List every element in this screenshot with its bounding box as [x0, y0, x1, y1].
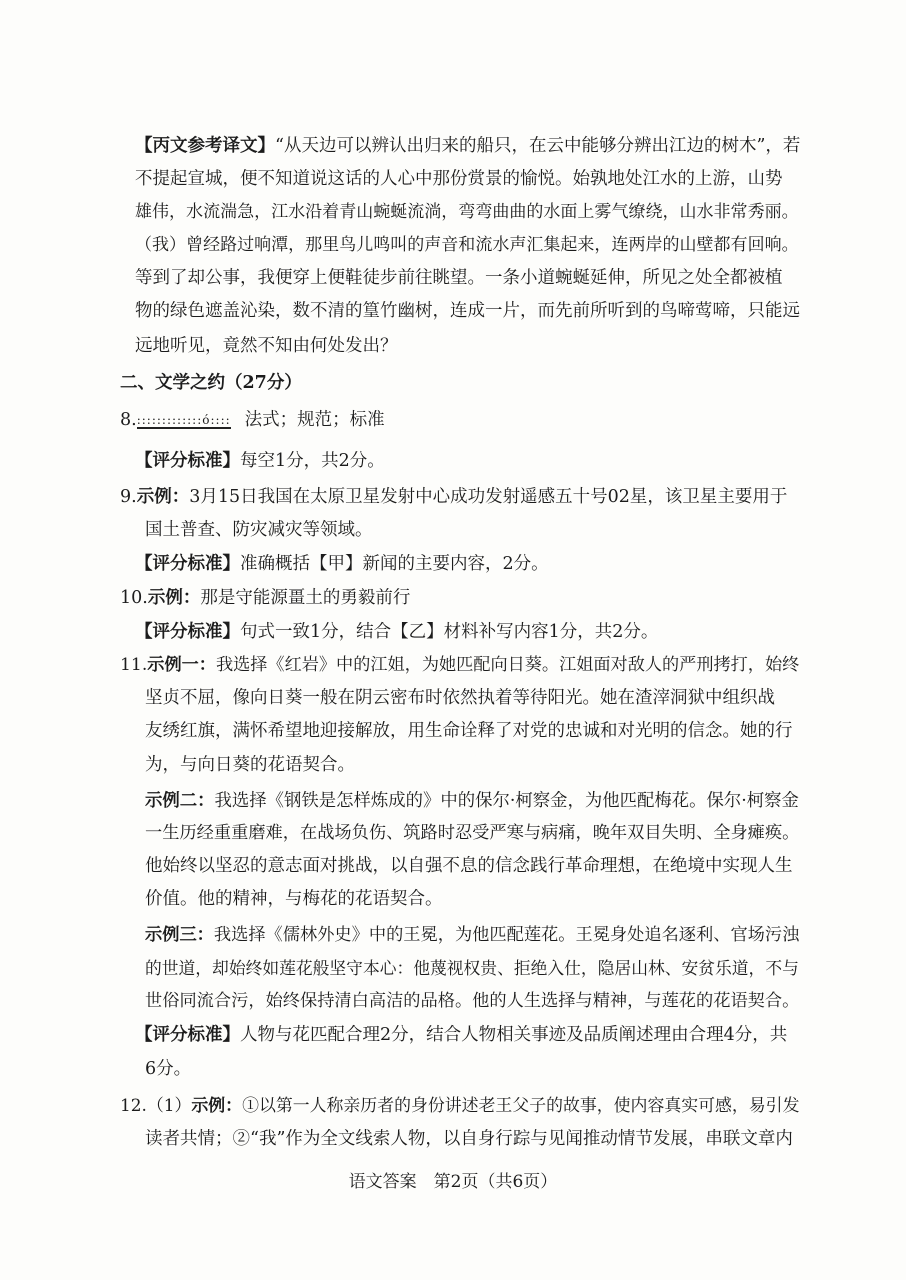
bingwen-line-7: 远地听见，竟然不知由何处发出？ — [135, 336, 398, 356]
q11-ex3-line-2: 的世道，却始终如莲花般坚守本心：他蔑视权贵、拒绝入仕，隐居山林、安贫乐道，不与 — [145, 958, 799, 978]
q8-emphasis-dots: :::::::::::::ó:::: — [136, 412, 231, 427]
bingwen-line-3: 雄伟，水流湍急，江水沿着青山蜿蜒流淌，弯弯曲曲的水面上雾气缭绕，山水非常秀丽。 — [135, 202, 799, 222]
q8-answer-text: 法式；规范；标准 — [244, 410, 385, 430]
q12-line-2: 读者共情；②“我”作为全文线索人物，以自身行踪与见闻推动情节发展，串联文章内 — [145, 1129, 793, 1149]
q12-line-1: 12.（1）示例：①以第一人称亲历者的身份讲述老王父子的故事，使内容真实可感，易引发 — [120, 1095, 800, 1115]
bingwen-line-5: 等到了却公事，我便穿上便鞋徒步前往眺望。一条小道蜿蜒延伸，所见之处全都被植 — [135, 268, 783, 288]
q10-number: 10. — [120, 588, 148, 608]
q11-criteria-line-1: 【评分标准】人物与花匹配合理2分，结合人物相关事迹及品质阐述理由合理4分，共 — [135, 1025, 788, 1045]
q11-number: 11. — [120, 655, 148, 675]
section-title: 二、文学之约（27分） — [120, 373, 302, 393]
q11-ex3-line-3: 世俗同流合污，始终保持清白高洁的品格。他的人生选择与精神，与莲花的花语契合。 — [145, 991, 800, 1011]
q11-ex2-line-4: 价值。他的精神，与梅花的花语契合。 — [145, 889, 443, 909]
q11-criteria-line-2: 6分。 — [145, 1059, 192, 1079]
bingwen-line-2: 不提起宣城，便不知道说这话的人心中那份赏景的愉悦。始孰地处江水的上游，山势 — [135, 169, 783, 189]
bingwen-line-6: 物的绿色遮盖沁染，数不清的篁竹幽树，连成一片，而先前所听到的鸟啼莺啼，只能远 — [135, 301, 800, 321]
bingwen-label: 【丙文参考译文】 — [135, 136, 275, 156]
q11-ex2-line-2: 一生历经重重磨难，在战场负伤、筑路时忍受严寒与病痛，晚年双目失明、全身瘫痪。 — [145, 823, 800, 843]
bingwen-line-4: （我）曾经路过响潭，那里鸟儿鸣叫的声音和流水声汇集起来，连两岸的山壁都有回响。 — [135, 235, 799, 255]
q9-criteria: 【评分标准】准确概括【甲】新闻的主要内容，2分。 — [135, 554, 549, 574]
q12-number: 12. — [120, 1095, 147, 1115]
q10-answer: 10.示例：那是守能源畺土的勇毅前行 — [120, 588, 411, 608]
q11-ex2-line-1: 示例二：我选择《钢铁是怎样炼成的》中的保尔·柯察金，为他匹配梅花。保尔·柯察金 — [145, 791, 799, 811]
q10-criteria: 【评分标准】句式一致1分，结合【乙】材料补写内容1分，共2分。 — [135, 622, 659, 642]
q9-line-1: 9.示例：3月15日我国在太原卫星发射中心成功发射遥感五十号02星，该卫星主要用于 — [120, 487, 788, 507]
page-footer: 语文答案 第2页（共6页） — [348, 1172, 558, 1192]
q8-number: 8. — [120, 410, 137, 430]
q9-number: 9. — [120, 487, 137, 507]
q9-line-2: 国土普查、防灾减灾等领域。 — [145, 520, 373, 540]
q8-criteria: 【评分标准】每空1分，共2分。 — [135, 451, 385, 471]
q8-answer — [120, 407, 385, 433]
q11-ex1-line-4: 为，与向日葵的花语契合。 — [145, 755, 355, 775]
bingwen-line-1: 【丙文参考译文】“从天边可以辨认出归来的船只，在云中能够分辨出江边的树木”，若 — [135, 136, 801, 156]
q11-ex1-line-3: 友绣红旗，满怀希望地迎接解放，用生命诠释了对党的忠诚和对光明的信念。她的行 — [145, 721, 793, 741]
q11-ex2-line-3: 他始终以坚忍的意志面对挑战，以自强不息的信念践行革命理想，在绝境中实现人生 — [145, 856, 793, 876]
q11-ex1-line-2: 坚贞不屈，像向日葵一般在阴云密布时依然执着等待阳光。她在渣滓洞狱中组织战 — [145, 688, 775, 708]
q11-ex1-line-1: 11.示例一：我选择《红岩》中的江姐，为她匹配向日葵。江姐面对敌人的严刑拷打，始终 — [120, 655, 800, 675]
q11-ex3-line-1: 示例三：我选择《儒林外史》中的王冕，为他匹配莲花。王冕身处追名逐利、官场污浊 — [145, 925, 800, 945]
